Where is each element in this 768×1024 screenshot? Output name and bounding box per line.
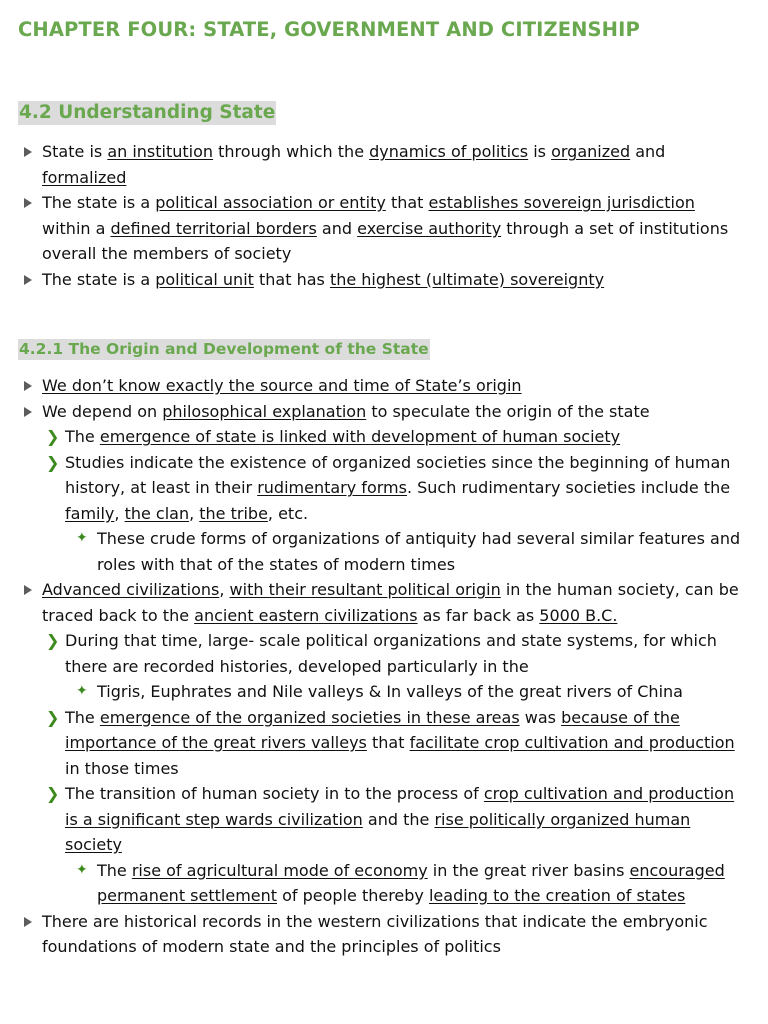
bullet-text: Studies indicate the existence of organized societies since the beginning of human history, at least in their: [65, 452, 731, 497]
underlined-text: with their resultant political origin: [229, 580, 501, 599]
bullet-text: to speculate the origin of the state: [366, 401, 650, 421]
underlined-text: rise of agricultural mode of economy: [131, 860, 428, 880]
underlined-text: an institution: [107, 142, 214, 161]
underlined-text: 5000 B.C.: [539, 605, 618, 625]
chevron-bullet-icon: ❯: [46, 427, 60, 446]
underlined-text: leading to the creation of states: [428, 886, 686, 905]
chevron-bullet-icon: ❯: [46, 784, 60, 803]
bullet-text: is: [528, 142, 552, 161]
bullet-text: These crude forms of organizations of antiquity had several similar features and roles with that of the states of modern times: [97, 529, 741, 574]
bullet-text: that: [366, 733, 410, 752]
underlined-text: dynamics of politics: [369, 142, 529, 161]
underlined-text: rise politically organized human society: [65, 809, 691, 854]
bullet-text: in the human society, can be traced back to the: [42, 580, 739, 625]
bullet-text: as far back as: [417, 605, 540, 625]
bullet-item: [0, 705, 768, 782]
section-bullet-list: [0, 139, 768, 292]
subsection-bullet-list: [0, 373, 768, 960]
underlined-text: the highest (ultimate) sovereignty: [329, 269, 605, 289]
underlined-text: philosophical explanation: [162, 401, 367, 421]
underlined-text: crop cultivation and production is a significant step wards civilization: [65, 784, 735, 829]
chevron-bullet-icon: ❯: [46, 631, 60, 650]
triangle-bullet-icon: [24, 399, 32, 425]
bullet-item: [0, 628, 768, 679]
bullet-text: through a set of institutions overall the members of society: [42, 218, 729, 263]
underlined-text: facilitate crop cultivation and production: [409, 733, 735, 752]
bullet-text: in the great river basins: [427, 860, 630, 880]
bullet-text: was: [519, 707, 562, 727]
bullet-text: that has: [253, 269, 330, 289]
star-bullet-icon: ✦: [76, 683, 88, 699]
bullet-item: [0, 858, 768, 909]
bullet-text: , etc.: [267, 503, 309, 523]
bullet-text: within a: [42, 218, 111, 238]
bullet-text: We depend on: [42, 401, 163, 421]
bullet-item: [0, 526, 768, 577]
subsection-heading: 4.2.1 The Origin and Development of the State: [19, 340, 429, 358]
bullet-item: [0, 450, 768, 527]
bullet-text: and the: [362, 809, 435, 829]
bullet-text: The state is a: [42, 269, 156, 289]
bullet-item: [0, 190, 768, 267]
bullet-text: . Such rudimentary societies include the: [406, 478, 731, 497]
bullet-text: The: [65, 707, 100, 727]
triangle-bullet-icon: [24, 373, 32, 399]
bullet-item: [0, 373, 768, 399]
bullet-text: Tigris, Euphrates and Nile valleys & In valleys of the great rivers of China: [97, 682, 683, 701]
bullet-text: in those times: [65, 758, 179, 778]
underlined-text: We don’t know exactly the source and time of State’s origin: [42, 376, 522, 395]
underlined-text: the tribe: [199, 503, 268, 523]
bullet-text: There are historical records in the western civilizations that indicate the embryonic foundations of modern state and the principles of politics: [42, 911, 708, 956]
bullet-item: [0, 679, 768, 705]
bullet-text: of people thereby: [277, 886, 429, 905]
bullet-item: [0, 577, 768, 628]
underlined-text: formalized: [42, 167, 127, 187]
bullet-text: The: [65, 427, 100, 446]
underlined-text: rudimentary forms: [257, 478, 407, 497]
triangle-bullet-icon: [24, 267, 32, 293]
star-bullet-icon: ✦: [76, 861, 88, 878]
triangle-bullet-icon: [24, 909, 32, 935]
bullet-item: [0, 909, 768, 960]
bullet-text: ,: [219, 580, 230, 599]
star-bullet-icon: ✦: [76, 530, 88, 546]
bullet-text: ,: [114, 503, 125, 523]
bullet-item: [0, 139, 768, 190]
chapter-title: CHAPTER FOUR: STATE, GOVERNMENT AND CITIZENSHIP: [18, 18, 640, 41]
underlined-text: emergence of state is linked with development of human society: [99, 427, 621, 446]
underlined-text: emergence of the organized societies in these areas: [99, 707, 520, 727]
triangle-bullet-icon: [24, 577, 32, 603]
underlined-text: political unit: [155, 269, 254, 289]
bullet-item: [0, 781, 768, 858]
underlined-text: encouraged permanent settlement: [97, 860, 725, 905]
underlined-text: ancient eastern civilizations: [194, 605, 418, 625]
bullet-item: [0, 267, 768, 293]
bullet-text: that: [385, 193, 429, 212]
bullet-text: The transition of human society in to the process of: [65, 784, 484, 803]
underlined-text: defined territorial borders: [110, 218, 317, 238]
bullet-text: During that time, large- scale political organizations and state systems, for which there are recorded histories, developed particularly in the: [65, 631, 717, 676]
underlined-text: exercise authority: [357, 218, 502, 238]
underlined-text: Advanced civilizations: [42, 580, 220, 599]
triangle-bullet-icon: [24, 190, 32, 216]
underlined-text: organized: [551, 142, 631, 161]
section-heading: 4.2 Understanding State: [19, 102, 276, 123]
bullet-text: and: [316, 218, 358, 238]
underlined-text: political association or entity: [155, 193, 386, 212]
bullet-text: The state is a: [42, 193, 156, 212]
chevron-bullet-icon: ❯: [46, 707, 60, 727]
underlined-text: the clan: [124, 503, 190, 523]
triangle-bullet-icon: [24, 139, 32, 165]
bullet-text: State is: [42, 142, 108, 161]
underlined-text: family: [65, 503, 115, 523]
bullet-text: ,: [189, 503, 200, 523]
underlined-text: because of the importance of the great rivers valleys: [65, 707, 680, 752]
chevron-bullet-icon: ❯: [46, 452, 60, 472]
bullet-item: [0, 399, 768, 425]
bullet-item: [0, 424, 768, 450]
bullet-text: and: [630, 142, 666, 161]
underlined-text: establishes sovereign jurisdiction: [428, 193, 695, 212]
bullet-text: The: [97, 860, 132, 880]
bullet-text: through which the: [213, 142, 370, 161]
